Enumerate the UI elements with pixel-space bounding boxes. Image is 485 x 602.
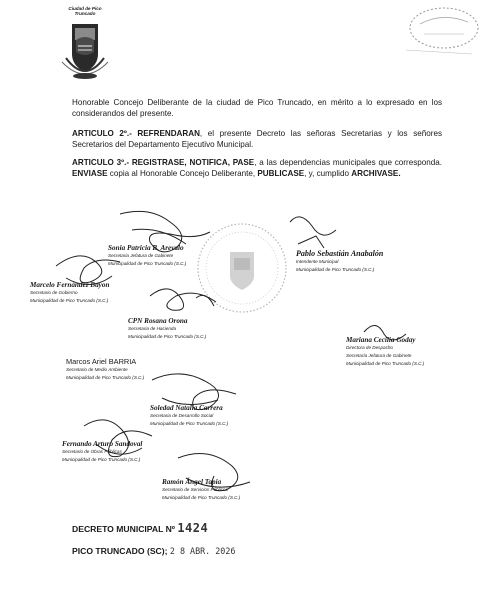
signature-carrera: Soledad Natalia Carrera Secretaria de Desarrollo Social Municipalidad de Pico Truncado (S.C.) (150, 404, 229, 426)
article-2-label: ARTICULO 2º.- REFRENDARAN (72, 129, 200, 138)
article-2-text: , el presente Decreto las señoras Secretarias y los señores Secretarios del Departamento Ejecutivo Municipal. (72, 129, 442, 150)
signature-tapia: Ramón Ángel Tapia Secretario de Servicios Públicos Municipalidad de Pico Truncado (S.C.) (162, 478, 241, 500)
signature-anabalon: Pablo Sebastián Anabalón Intendente Municipal Municipalidad de Pico Truncado (S.C.) (296, 249, 384, 272)
signature-sandoval: Fernando Arturo Sandoval Secretario de Obras Públicas Municipalidad de Pico Truncado (S.C.) (62, 440, 143, 462)
place-label: PICO TRUNCADO (SC); (72, 546, 168, 556)
decree-number: 1424 (177, 521, 209, 535)
signature-barria: Marcos Ariel BARRIA Secretario de Medio Ambiente Municipalidad de Pico Truncado (S.C.) (66, 357, 145, 380)
signature-arevalo: Sonia Patricia B. Arevalo Secretaria Jefatura de Gabinete Municipalidad de Pico Truncado (S.C.) (108, 244, 187, 266)
place-date-line (72, 546, 235, 556)
article-3-label: ARTICULO 3º.- REGISTRASE, NOTIFICA, PASE (72, 158, 255, 167)
decree-number-line (72, 521, 208, 535)
decree-label: DECRETO MUNICIPAL Nº (72, 524, 175, 534)
signature-goday: Mariana Cecilia Goday Directora de Despacho Secretaría Jefatura de Gabinete Municipalidad de Pico Truncado (S.C.) (346, 336, 425, 366)
signature-orona: CPN Rosana Orona Secretaria de Hacienda Municipalidad de Pico Truncado (S.C.) (128, 317, 207, 339)
decree-date: 2 8 ABR. 2026 (169, 546, 236, 556)
crest-caption: Ciudad de Pico Truncado (68, 6, 102, 16)
signature-fernandez: Marcelo Fernández Bayon Secretario de Gobierno Municipalidad de Pico Truncado (S.C.) (30, 281, 110, 303)
paragraph-considerandos: Honorable Concejo Deliberante de la ciudad de Pico Truncado, en mérito a lo expresado en los considerandos del presente. (72, 98, 442, 119)
article-3: ARTICULO 3º.- REGISTRASE, NOTIFICA, PASE, a las dependencias municipales que corresponda. ENVIASE copia al Honorable Concejo Deliberante, PUBLICASE, y, cumplido ARCHIVASE. (72, 158, 442, 179)
